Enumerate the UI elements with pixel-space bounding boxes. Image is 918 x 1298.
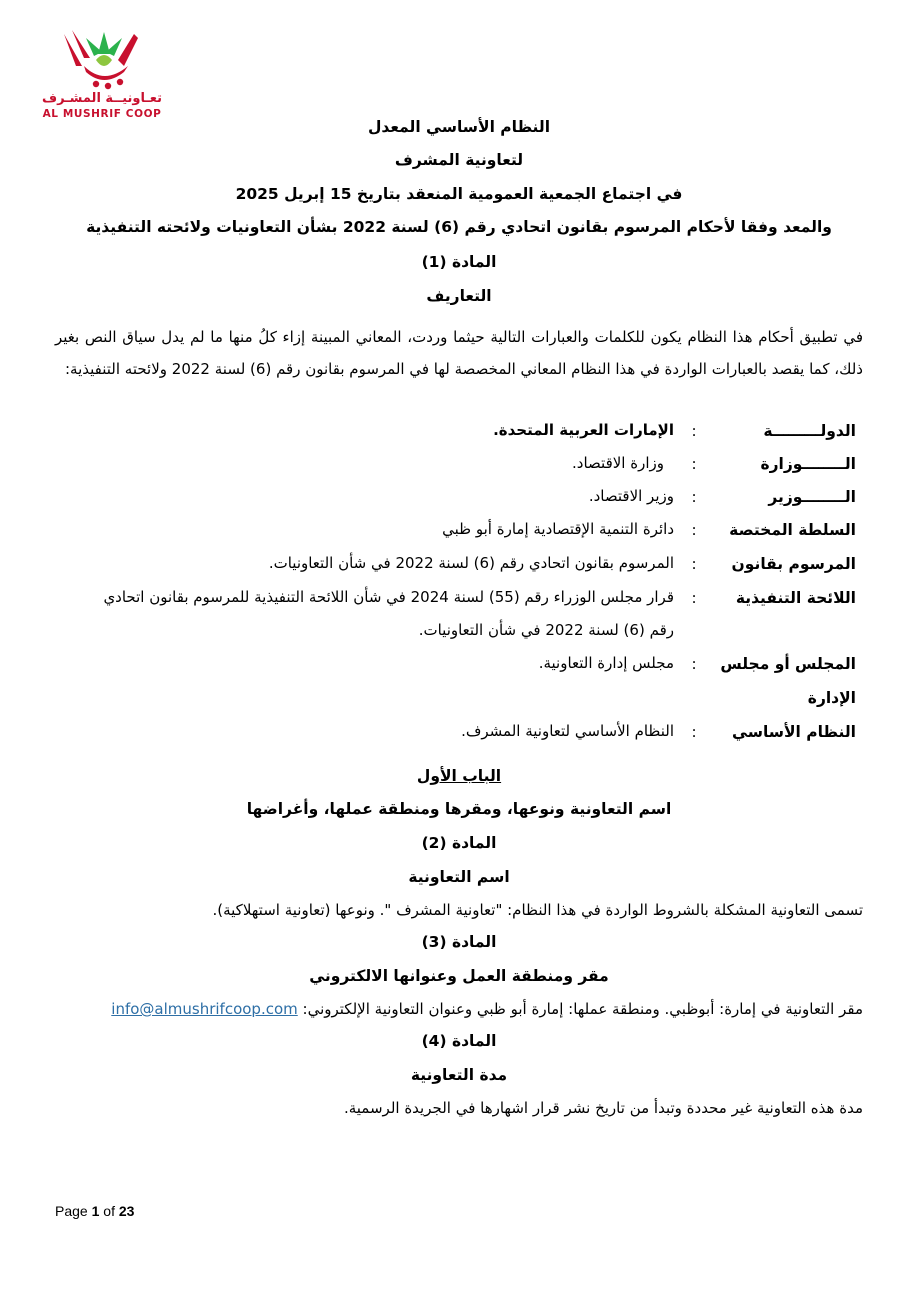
definition-colon: :: [691, 589, 697, 607]
article-1-intro: في تطبيق أحكام هذا النظام يكون للكلمات والعبارات التالية حيثما وردت، المعاني المبينة إزاء كلُ منها ما لم يدل سياق النص بغير ذلك، كما يقصد بالعبارات الواردة في هذا النظام المعاني المخصصة لها في المرسوم بقانون رقم (6) لسنة 2022 ولائحته التنفيذية:: [55, 328, 863, 378]
article-3-text: مقر التعاونية في إمارة: أبوظبي. ومنطقة عملها: إمارة أبو ظبي وعنوان التعاونية الإلكتروني:: [297, 1000, 863, 1018]
definition-text: دائرة التنمية الإقتصادية إمارة أبو ظبي: [442, 520, 674, 538]
document-subtitle: لتعاونية المشرف: [394, 151, 524, 169]
total-pages: 23: [118, 1203, 135, 1219]
definition-colon: :: [691, 723, 697, 741]
document-title: النظام الأساسي المعدل: [367, 118, 551, 136]
article-4-title: مدة التعاونية: [410, 1066, 508, 1084]
article-4-number: المادة (4): [421, 1032, 497, 1050]
definition-colon: :: [691, 521, 697, 539]
definition-text: النظام الأساسي لتعاونية المشرف.: [461, 722, 674, 740]
of-word: of: [103, 1203, 115, 1219]
chapter-1-label: الباب الأول: [416, 767, 502, 785]
definition-term: المرسوم بقانون: [731, 555, 856, 573]
logo-arabic-name: تعـاونيــة المشـرف: [41, 91, 163, 106]
logo-english-name: AL MUSHRIF COOP: [42, 108, 162, 120]
article-1-number: المادة (1): [421, 253, 497, 271]
meeting-line: في اجتماع الجمعية العمومية المنعقد بتاريخ 15 إبريل 2025: [235, 185, 683, 203]
definition-term: المجلس أو مجلس: [720, 655, 856, 673]
current-page-number: 1: [91, 1203, 100, 1219]
definition-text: وزير الاقتصاد.: [588, 487, 674, 505]
page-footer: [55, 1202, 134, 1220]
definition-colon: :: [691, 655, 697, 673]
definition-term: الدولـــــــــة: [763, 422, 856, 440]
article-3-text-line: [55, 998, 863, 1020]
logo-emblem-icon: [38, 26, 168, 92]
page-word: Page: [55, 1203, 88, 1219]
definition-term: اللائحة التنفيذية: [735, 589, 856, 607]
definition-text: وزارة الاقتصاد.: [572, 454, 664, 472]
definition-text: الإمارات العربية المتحدة.: [493, 421, 674, 439]
coop-logo: [38, 26, 168, 122]
definition-colon: :: [691, 555, 697, 573]
article-2-title: اسم التعاونية: [408, 868, 510, 886]
definition-text: قرار مجلس الوزراء رقم (55) لسنة 2024 في شأن اللائحة التنفيذية للمرسوم بقانون اتحادي رقم (6) لسنة 2022 في شأن التعاونيات.: [103, 588, 674, 639]
article-3-number: المادة (3): [421, 933, 497, 951]
definition-term: السلطة المختصة: [729, 521, 856, 539]
article-2-number: المادة (2): [421, 834, 497, 852]
definition-text: المرسوم بقانون اتحادي رقم (6) لسنة 2022 في شأن التعاونيات.: [268, 554, 674, 572]
email-link[interactable]: info@almushrifcoop.com: [111, 1000, 298, 1018]
article-2-text: تسمى التعاونية المشكلة بالشروط الواردة في هذا النظام: "تعاونية المشرف ". ونوعها (تعاونية استهلاكية).: [212, 901, 863, 919]
law-reference-line: والمعد وفقا لأحكام المرسوم بقانون اتحادي رقم (6) لسنة 2022 بشأن التعاونيات ولائحته التنفيذية: [86, 218, 832, 236]
article-3-title: مقر ومنطقة العمل وعنوانها الالكتروني: [309, 967, 609, 985]
definition-colon: :: [691, 488, 697, 506]
definition-text: مجلس إدارة التعاونية.: [538, 654, 674, 672]
article-4-text: مدة هذه التعاونية غير محددة وتبدأ من تاريخ نشر قرار اشهارها في الجريدة الرسمية.: [343, 1099, 863, 1117]
article-1-title: التعاريف: [426, 287, 492, 305]
definition-term: النظام الأساسي: [732, 723, 856, 741]
chapter-1-title: اسم التعاونية ونوعها، ومقرها ومنطقة عملها، وأغراضها: [246, 800, 672, 818]
definition-colon: :: [691, 422, 697, 440]
definition-term: الــــــــوزير: [768, 488, 856, 506]
definition-term-continued: الإدارة: [807, 689, 856, 707]
definition-colon: :: [691, 455, 697, 473]
definition-term: الــــــــوزارة: [760, 455, 856, 473]
